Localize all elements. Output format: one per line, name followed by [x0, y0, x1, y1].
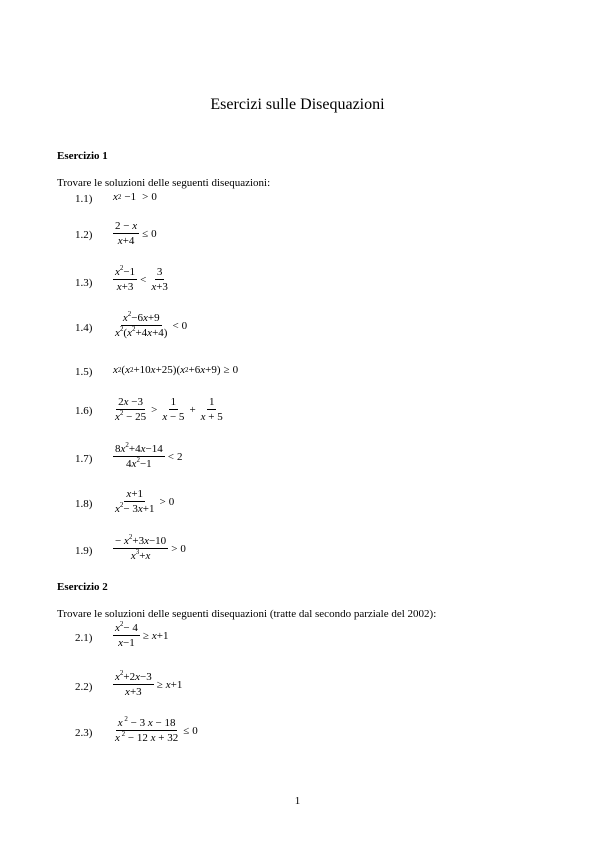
problem-label-1-8: 1.8)	[75, 498, 93, 510]
problem-label-1-6: 1.6)	[75, 405, 93, 417]
problem-label-2-3: 2.3)	[75, 727, 93, 739]
problem-label-1-4: 1.4)	[75, 322, 93, 334]
problem-label-1-1: 1.1)	[75, 193, 93, 205]
page-title: Esercizi sulle Disequazioni	[210, 96, 385, 113]
formula-1-7: $\frac{8x^2+4x-14}{4x^2-1}$ < 2	[115, 441, 183, 470]
formula-1-5: x 2 ( x 2 +10 x +25 ) ( x 2 +6 x +9 ) ≥ 0	[113, 364, 239, 376]
formula-1-2: $\frac{2 - x}{x+4}$ ≤ 0	[115, 220, 157, 247]
formula-2-1: $\frac{x^2- 4}{x-1}$ ≥ x +1	[115, 620, 169, 649]
formula-1-9: $\frac{- x^2+3x-10}{x^3+x}$ > 0	[115, 533, 186, 562]
exercise-1-heading: Esercizio 1	[57, 150, 108, 162]
formula-2-2: $\frac{x^2+2x-3}{x+3}$ ≥ x +1	[115, 669, 183, 698]
formula-1-8: $\frac{x+1}{x^2- 3x+1}$ > 0	[115, 488, 175, 515]
problem-label-1-3: 1.3)	[75, 277, 93, 289]
problem-label-1-2: 1.2)	[75, 229, 93, 241]
problem-label-2-2: 2.2)	[75, 681, 93, 693]
formula-1-4: $\frac{x^2-6x+9}{x^2(x^2+4x+4)}$ < 0	[115, 310, 188, 339]
problem-label-2-1: 2.1)	[75, 632, 93, 644]
formula-1-1: x 2 −1 > 0	[113, 191, 157, 203]
formula-1-3: $\frac{x^2-1}{x+3}$ < $\frac{3}{x+3}$	[115, 264, 168, 293]
exercise-2-heading: Esercizio 2	[57, 581, 108, 593]
problem-label-1-7: 1.7)	[75, 453, 93, 465]
problem-label-1-5: 1.5)	[75, 366, 93, 378]
formula-1-6: $\frac{2x -3}{x^2 - 25}$ > $\frac{1}{x - 5}$ + $\frac{1}{x + 5}$	[115, 396, 223, 423]
exercise-1-intro: Trovare le soluzioni delle seguenti disequazioni:	[57, 177, 271, 189]
page-number: 1	[294, 795, 301, 807]
exercise-2-intro: Trovare le soluzioni delle seguenti disequazioni (tratte dal secondo parziale del 2002):	[57, 608, 437, 620]
problem-label-1-9: 1.9)	[75, 545, 93, 557]
formula-2-3: $\frac{x ^2 - 3 x - 18}{x ^2 - 12 x + 32}$ ≤ 0	[115, 715, 198, 744]
